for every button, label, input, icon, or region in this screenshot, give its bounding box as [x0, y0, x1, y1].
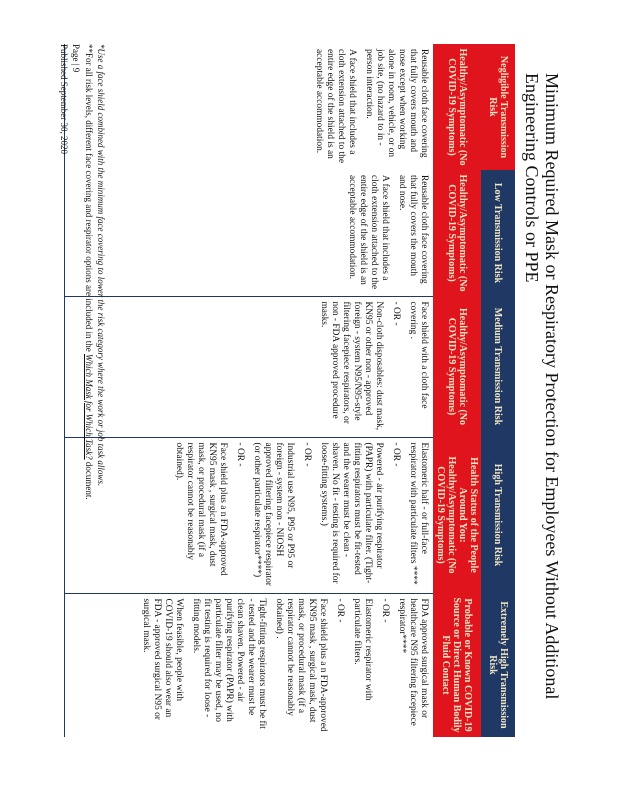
cell-text: Powered - air purifying respirator (PAPR) with particulate filter. (Tight-fitting respirators must be fit-tested and the wearer must be clean - shaven. No fit - testing is required for loose-fitting systems.) [319, 442, 384, 584]
subheader-negligible: Healthy/Asymptomatic (No COVID-19 Symptoms) [433, 44, 481, 170]
which-mask-link[interactable]: Which Mask for Which Task? [84, 353, 94, 460]
header-medium: Medium Transmission Risk [481, 296, 515, 437]
cell-text: Face shield plus a n FDA-approved KN95 mask , surgical mask, dust mask, or procedural mask (if a respirator cannot be reasonably obtained). [174, 442, 228, 576]
subheader-high: Health Status of the People Around You: Healthy/Asymptomatic (No COVID-19 Symptoms) [433, 437, 481, 593]
cell-medium [65, 296, 434, 437]
page-number: Page | 9 [71, 44, 81, 73]
header-high: High Transmission Risk [481, 437, 515, 593]
cell-text: - OR - [302, 442, 312, 467]
footnote-prefix: **For all risk levels, different face covering and respirator options are included in the [84, 44, 94, 352]
header-low: Low Transmission Risk [481, 170, 515, 296]
cell-text: Face shield plus a n FDA-approved KN95 mask , surgical mask, dust mask, or procedural mask (if a respirator cannot be reasonably obtained) . [274, 598, 328, 732]
cell-text: Tight-fitting respirators must be fit - tested and the wearer must be clean shaven. Powered - air purifying respirator (PAPR) with particulate filter may be used, no fit testing is required for loose - fitting models. [191, 598, 267, 729]
header-negligible: Negligible Transmission Risk [481, 44, 515, 170]
cell-text: - OR - [335, 598, 345, 623]
cell-negligible [65, 44, 434, 170]
page-title: Minimum Required Mask or Respiratory Protection for Employees Without Additional Engineering Controls or PPE [522, 73, 562, 700]
cell-text: Industrial use N95, P95 or P95 or foreign - system non - NIOSH approved filtering facepiece respirator (or other particulate respirator****) [252, 442, 295, 586]
header-row [481, 44, 515, 737]
cell-high [65, 437, 434, 593]
body-row [65, 44, 434, 737]
footnote-options [83, 44, 94, 500]
cell-extremely-high [65, 593, 434, 737]
cell-text: Reusable cloth face covering that fully covers mouth and nose except when working alone in room, vehicle, or on job site, (no hazard to in - person interaction. [364, 49, 429, 158]
subheader-low: Healthy/Asymptomatic (No COVID-19 Symptoms) [433, 170, 481, 296]
subheader-row [433, 44, 481, 737]
subheader-extremely-high: Probable or Known COVID-19 Source or Direct Human Bodily Fluid Contact [433, 593, 481, 737]
mask-requirements-table [64, 44, 515, 737]
cell-text: - OR - [391, 442, 401, 467]
cell-text: Elastomeric half - or full-face respirator with particulate filters **** [408, 442, 429, 585]
cell-text: - OR - [380, 598, 390, 623]
footnote-suffix: document. [84, 461, 94, 500]
cell-text: Non-cloth disposables: dust mask, KN95 or other non - approved foreign - system N95/N95-style filtering facepiece respirators, or non - FDA approved procedure masks. [319, 301, 384, 431]
footnote-face-shield: *Use a face shield combined with the minimum face covering to lower the risk category where the work or job task allows. [96, 44, 106, 487]
cell-text: Reusable cloth face covering that fully covers the mouth and nose. [397, 175, 429, 284]
published-date: Published September 30, 2020 [59, 44, 69, 154]
header-extremely-high: Extremely High Transmission Risk [481, 593, 515, 737]
cell-text: Face shield with a cloth face covering . [408, 301, 429, 409]
cell-text: When feasible, people with COVID-19 should also wear an FDA - approved surgical N95 or surgical mask. [141, 598, 184, 720]
cell-text: A face shield that includes a cloth extension attached to the entire edge of the shield is an acceptable accommodation. [314, 49, 357, 164]
subheader-medium: Healthy/Asymptomatic (No COVID-19 Symptoms) [433, 296, 481, 437]
cell-text: FDA approved surgical mask or healthcare N95 filtering facepiece respirator**** [397, 598, 429, 726]
cell-text: Elastomeric respirator with particulate filters. [352, 598, 373, 701]
cell-low [65, 170, 434, 296]
cell-text: - OR - [391, 301, 401, 326]
cell-text: - OR - [235, 442, 245, 467]
cell-text: A face shield that includes a cloth extension attached to the entire edge of the shield is an acceptable accommodation. [347, 175, 390, 290]
